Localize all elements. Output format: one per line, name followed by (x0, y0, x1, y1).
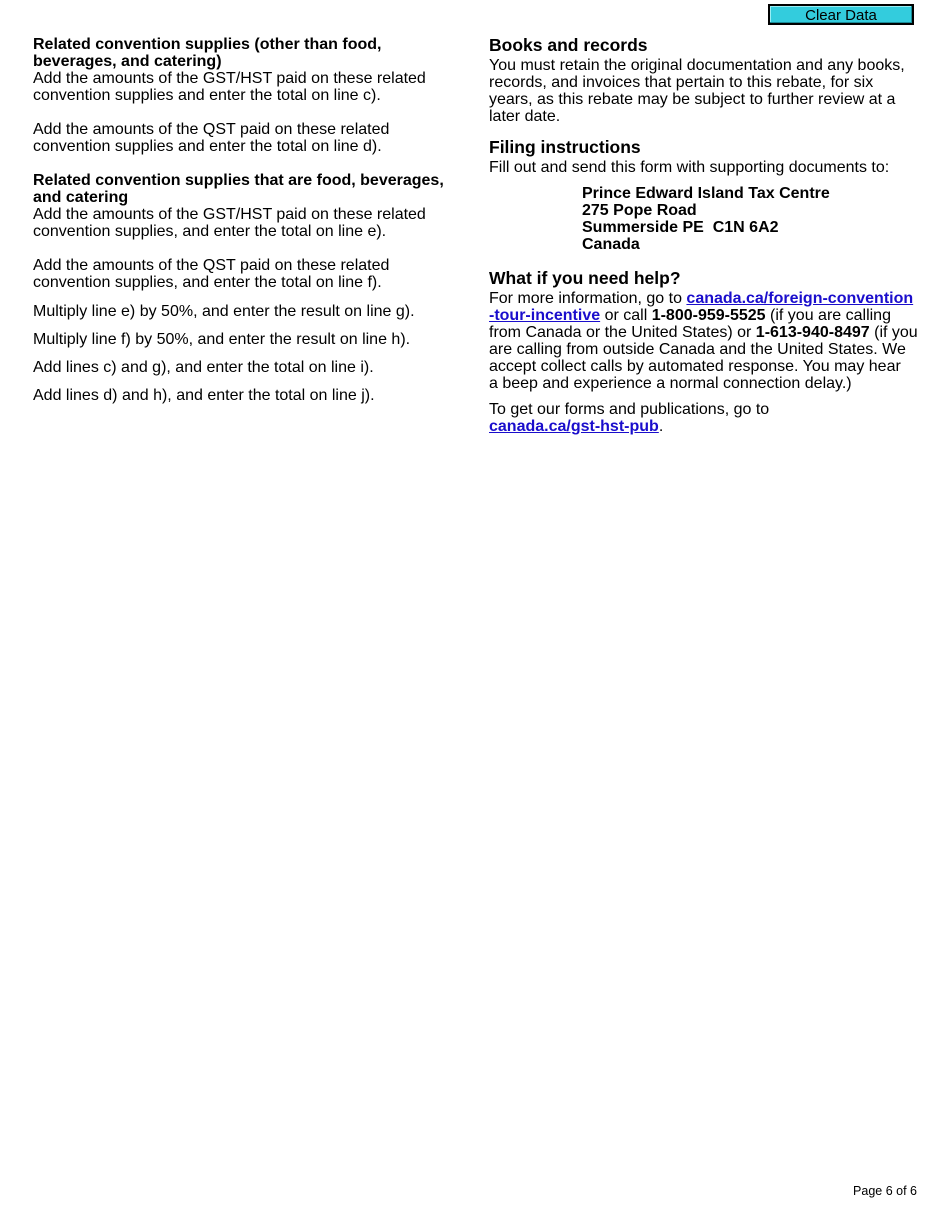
right-column (489, 35, 921, 435)
instruction-gst-hst-line-c: Add the amounts of the GST/HST paid on these related convention supplies and enter the total on line c). (33, 70, 426, 104)
forms-period: . (658, 418, 664, 435)
help-mid: (if you are calling from Canada or the United States) or (489, 307, 891, 341)
forms-text: To get our forms and publications, go to canada.ca/gst-hst-pub. (489, 401, 770, 435)
books-and-records-heading: Books and records (489, 35, 648, 55)
help-text (489, 290, 921, 392)
books-and-records-text: You must retain the original documentation and any books, records, and invoices that pertain to this rebate, for six years, as this rebate may be subject to further review at a later date. (489, 57, 905, 125)
instruction-gst-hst-line-e: Add the amounts of the GST/HST paid on these related convention supplies, and enter the total on line e). (33, 206, 426, 240)
instruction-qst-line-d: Add the amounts of the QST paid on these related convention supplies and enter the total on line d). (33, 121, 390, 155)
phone-number-2: 1-613-940-8497 (755, 324, 870, 341)
filing-instructions-text: Fill out and send this form with supporting documents to: (489, 159, 890, 176)
instruction-qst-line-f: Add the amounts of the QST paid on these related convention supplies, and enter the total on line f). (33, 257, 390, 291)
instruction-line-g: Multiply line e) by 50%, and enter the result on line g). (33, 303, 415, 320)
help-call: or call (600, 307, 652, 324)
foreign-convention-link[interactable]: canada.ca/foreign-convention -tour-incentive (489, 290, 914, 324)
address-line-2: 275 Pope Road (582, 202, 697, 219)
instruction-line-j: Add lines d) and h), and enter the total on line j). (33, 387, 375, 404)
section-title-food: Related convention supplies that are food, beverages, and catering (33, 172, 444, 206)
instruction-line-i: Add lines c) and g), and enter the total on line i). (33, 359, 374, 376)
clear-data-button[interactable]: Clear Data (768, 4, 914, 25)
help-post-b: a beep and experience a normal connection delay.) (489, 375, 852, 392)
instruction-line-h: Multiply line f) by 50%, and enter the result on line h). (33, 331, 411, 348)
address-line-4: Canada (582, 236, 640, 253)
help-pre-link: For more information, go to (489, 290, 687, 307)
phone-number-1: 1-800-959-5525 (651, 307, 766, 324)
help-post: (if you are calling from outside Canada and the United States. We accept collect calls by automated response. You may hear (489, 324, 918, 375)
help-heading: What if you need help? (489, 268, 681, 288)
address-line-1: Prince Edward Island Tax Centre (582, 185, 830, 202)
gst-hst-pub-link[interactable]: canada.ca/gst-hst-pub (489, 418, 659, 435)
left-column (33, 36, 463, 404)
mailing-address (582, 185, 921, 253)
address-line-3: Summerside PE C1N 6A2 (582, 219, 779, 236)
filing-instructions-heading: Filing instructions (489, 137, 641, 157)
section-title-non-food: Related convention supplies (other than food, beverages, and catering) (33, 36, 382, 70)
page-number: Page 6 of 6 (853, 1184, 917, 1198)
